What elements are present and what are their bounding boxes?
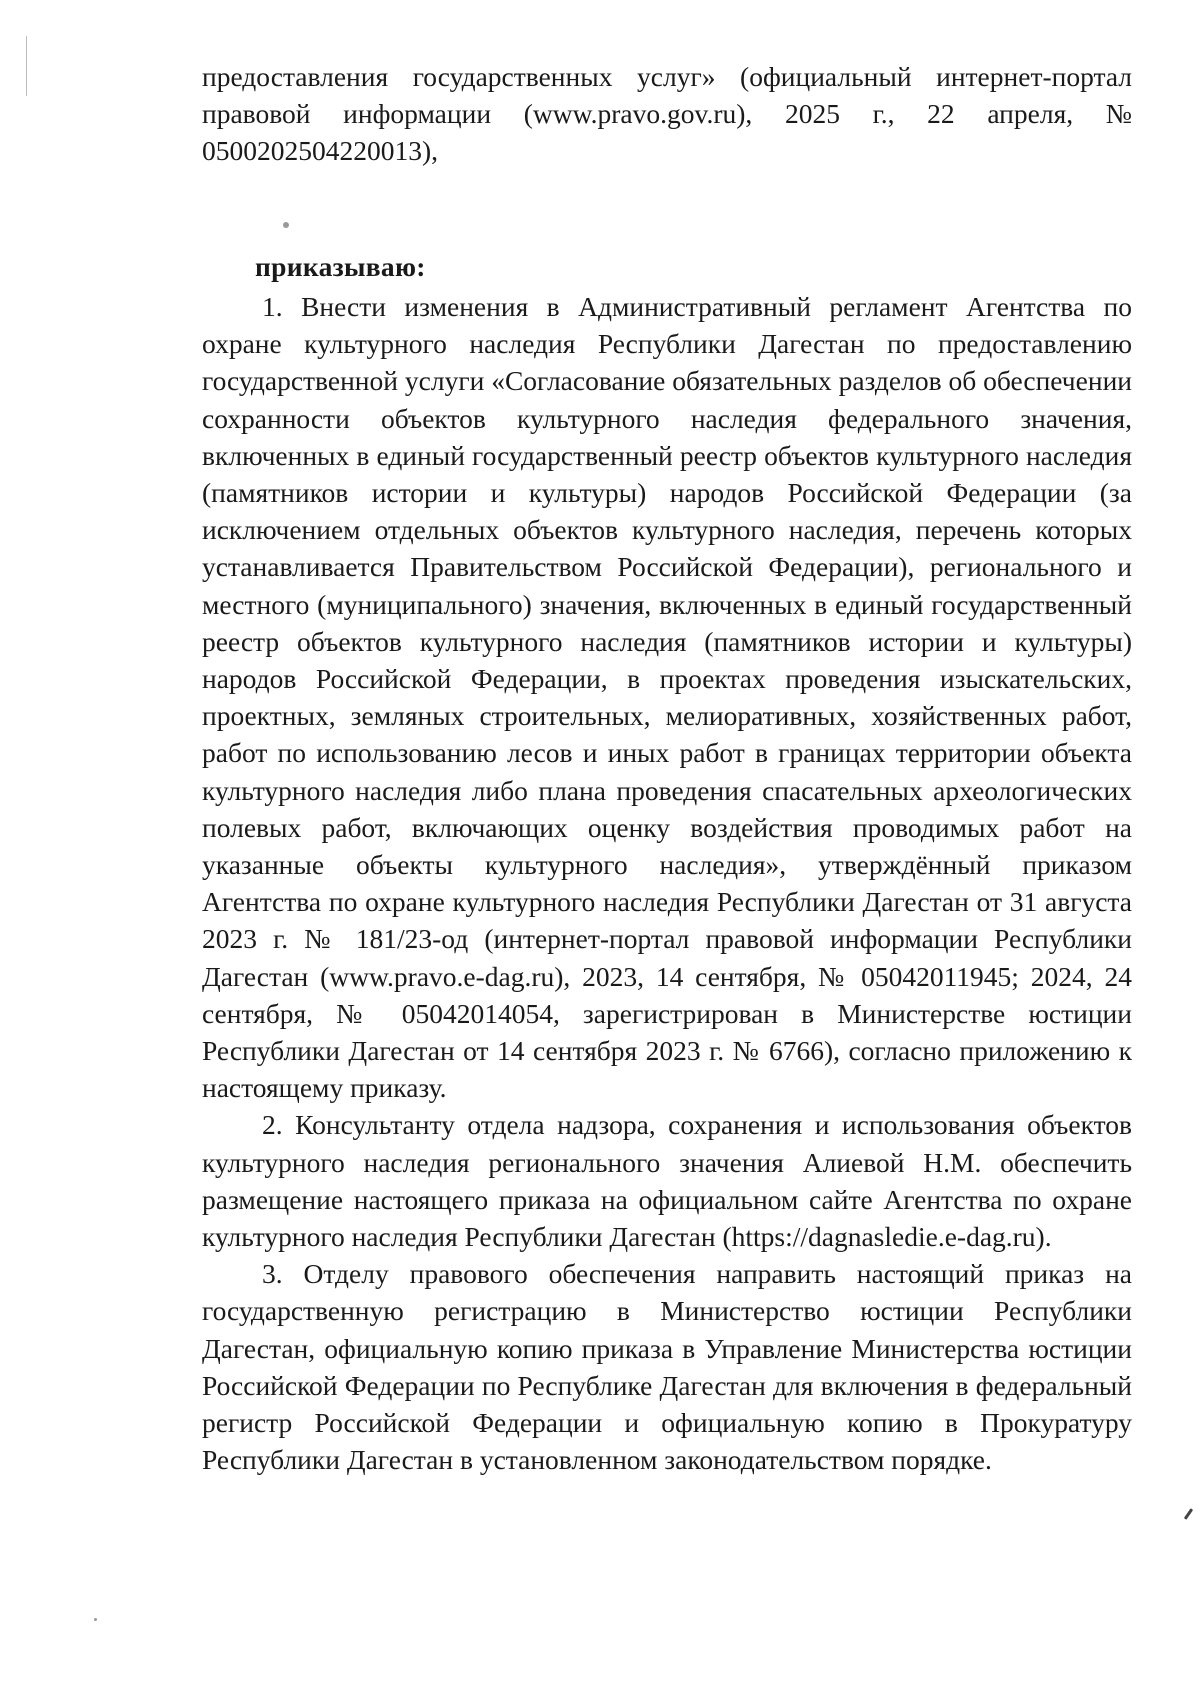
order-heading: приказываю: (255, 251, 426, 282)
order-item-1: 1. Внести изменения в Административный регламент Агентства по охране культурного наследия Республики Дагестан по предоставлению государственной услуги «Согласование обязательных разделов об обеспечении сохранности объектов культурного наследия федерального значения, включенных в единый государственный реестр объектов культурного наследия (памятников истории и культуры) народов Российской Федерации (за исключением отдельных объектов культурного наследия, перечень которых устанавливается Правительством Российской Федерации), регионального и местного (муниципального) значения, включенных в единый государственный реестр объектов культурного наследия (памятников истории и культуры) народов Российской Федерации, в проектах проведения изыскательских, проектных, земляных строительных, мелиоративных, хозяйственных работ, работ по использованию лесов и иных работ в границах территории объекта культурного наследия либо плана проведения спасательных археологических полевых работ, включающих оценку воздействия проводимых работ на указанные объекты культурного наследия», утверждённый приказом Агентства по охране культурного наследия Республики Дагестан от 31 августа 2023 г. № 181/23-од (интернет-портал правовой информации Республики Дагестан (www.pravo.e-dag.ru), 2023, 14 сентября, № 05042011945; 2024, 24 сентября, № 05042014054, зарегистрирован в Министерстве юстиции Республики Дагестан от 14 сентября 2023 г. № 6766), согласно приложению к настоящему приказу. (202, 291, 1132, 1104)
order-item-3: 3. Отделу правового обеспечения направить настоящий приказ на государственную регистрацию в Министерство юстиции Республики Дагестан, официальную копию приказа в Управление Министерства юстиции Российской Федерации по Республике Дагестан для включения в федеральный регистр Российской Федерации и официальную копию в Прокуратуру Республики Дагестан в установленном законодательством порядке. (202, 1258, 1132, 1476)
intro-line: предоставления государственных услуг» (официальный интернет-портал (202, 61, 1132, 92)
order-items (202, 288, 1132, 1479)
order-item-2: 2. Консультанту отдела надзора, сохранения и использования объектов культурного наследия регионального значения Алиевой Н.М. обеспечить размещение настоящего приказа на официальном сайте Агентства по охране культурного наследия Республики Дагестан (https://dagnasledie.e-dag.ru). (202, 1109, 1132, 1253)
intro-paragraph (202, 58, 1132, 170)
scan-artifact-speck (283, 222, 289, 228)
scan-artifact-left-edge (26, 36, 27, 96)
intro-line: правовой информации (www.pravo.gov.ru), 2025 г., 22 апреля, № (202, 98, 1132, 130)
scan-artifact-tick (1184, 1508, 1193, 1520)
scan-artifact-dot (94, 1618, 97, 1621)
intro-line: 0500202504220013), (202, 135, 439, 167)
